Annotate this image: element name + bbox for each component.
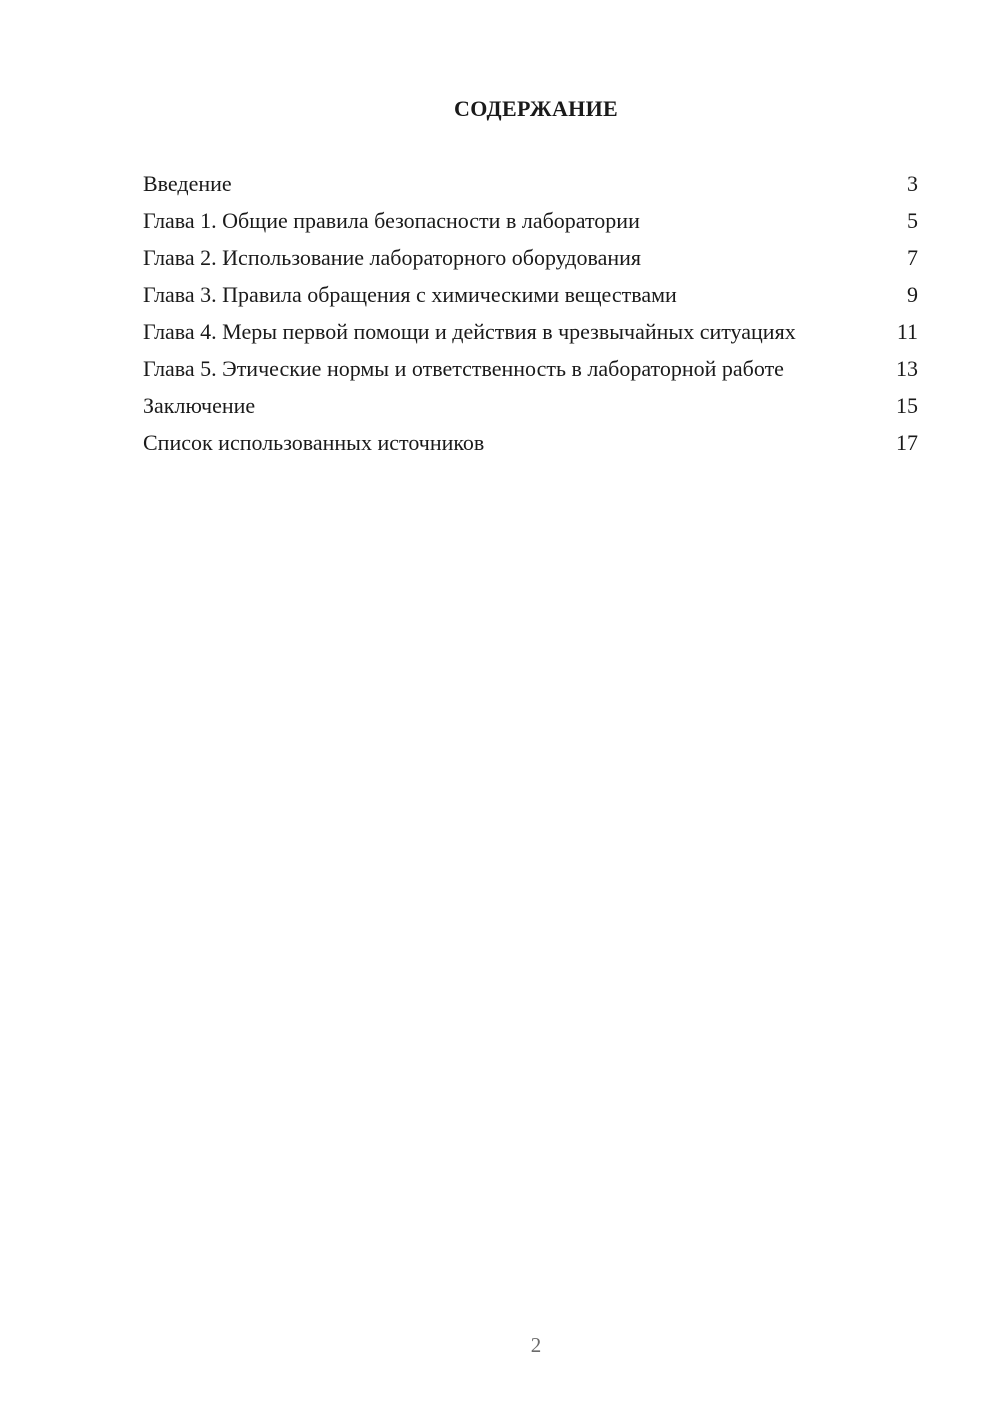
page-title: СОДЕРЖАНИЕ [454,96,618,121]
toc-entry-title: Глава 4. Меры первой помощи и действия в чрезвычайных ситуациях [143,319,796,344]
toc-entry-page-number: 5 [907,208,918,233]
toc-entry-references[interactable] [143,429,918,456]
toc-entry-introduction[interactable] [143,170,918,197]
toc-entry-title: Глава 2. Использование лабораторного оборудования [143,245,641,270]
toc-entry-title: Введение [143,171,232,196]
toc-entry-page-number: 9 [907,282,918,307]
toc-entry-page-number: 7 [907,245,918,270]
toc-entry-title: Список использованных источников [143,430,485,455]
toc-entry-page-number: 11 [896,319,918,344]
toc-entry-page-number: 17 [896,430,918,455]
page-number: 2 [530,1333,542,1357]
toc-entry-chapter-2[interactable] [143,244,918,271]
toc-entry-title: Глава 5. Этические нормы и ответственность в лабораторной работе [143,356,784,381]
toc-entry-chapter-3[interactable] [143,281,918,308]
toc-entry-chapter-5[interactable] [143,355,918,382]
toc-entry-page-number: 13 [896,356,918,381]
toc-entry-conclusion[interactable] [143,392,918,419]
toc-entry-title: Глава 1. Общие правила безопасности в лаборатории [143,208,640,233]
toc-entry-title: Заключение [143,393,256,418]
toc-entry-page-number: 15 [896,393,918,418]
toc-entry-chapter-4[interactable] [143,318,918,345]
toc-entry-page-number: 3 [907,171,918,196]
table-of-contents [143,170,918,466]
toc-entry-chapter-1[interactable] [143,207,918,234]
toc-entry-title: Глава 3. Правила обращения с химическими веществами [143,282,677,307]
